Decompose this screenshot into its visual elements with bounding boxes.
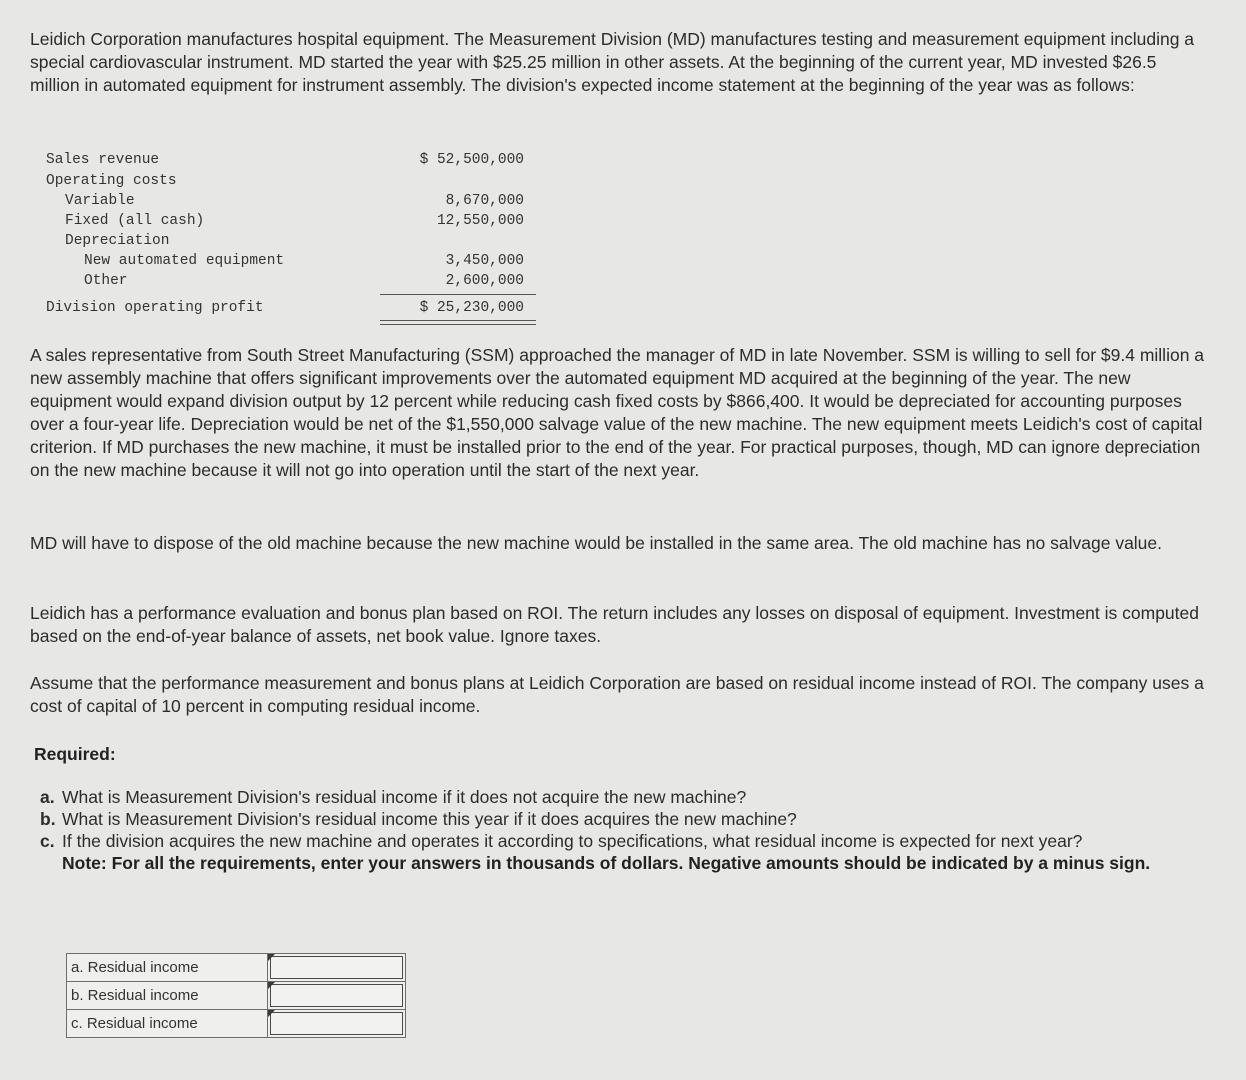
requirement-a-letter: a. <box>40 787 55 807</box>
answer-table <box>66 953 406 1038</box>
requirement-b-text: What is Measurement Division's residual income this year if it does acquires the new machine? <box>62 809 797 829</box>
cell-marker-icon <box>268 982 275 989</box>
answer-input-b[interactable] <box>270 984 403 1007</box>
answer-input-c[interactable] <box>270 1012 403 1035</box>
cell-marker-icon <box>268 1010 275 1017</box>
required-heading: Required: <box>34 744 116 764</box>
intro-paragraph: Leidich Corporation manufactures hospital equipment. The Measurement Division (MD) manufactures testing and measurement equipment including a special cardiovascular instrument. MD started the year with $25.25 million in other assets. At the beginning of the current year, MD invested $26.5 million in automated equipment for instrument assembly. The division's expected income statement at the beginning of the year was as follows: <box>30 29 1195 95</box>
answer-row-b <box>67 982 406 1010</box>
answer-row-c <box>67 1010 406 1038</box>
amount-new-equipment: 3,450,000 <box>445 253 524 269</box>
roi-paragraph: Leidich has a performance evaluation and bonus plan based on ROI. The return includes any losses on disposal of equipment. Investment is computed based on the end-of-year balance of assets, net book value. Ignore taxes. <box>30 603 1199 646</box>
amount-operating-profit: $ 25,230,000 <box>419 300 524 316</box>
row-other <box>46 273 546 292</box>
amount-other: 2,600,000 <box>445 273 524 289</box>
row-operating-profit <box>46 300 546 319</box>
requirement-a <box>40 786 1210 808</box>
answer-label-c: c. Residual income <box>67 1010 268 1038</box>
requirement-b-letter: b. <box>40 809 56 829</box>
cell-marker-icon <box>268 954 275 961</box>
row-fixed <box>46 213 546 232</box>
amount-variable: 8,670,000 <box>445 193 524 209</box>
row-depreciation <box>46 233 546 252</box>
row-sales-revenue <box>46 152 546 171</box>
label-operating-costs: Operating costs <box>46 173 177 189</box>
requirements-list <box>40 786 1210 874</box>
requirement-c <box>40 830 1210 852</box>
requirement-note <box>40 852 1210 874</box>
label-depreciation: Depreciation <box>65 233 170 249</box>
row-new-equipment <box>46 253 546 272</box>
amount-fixed: 12,550,000 <box>436 213 524 229</box>
requirement-a-text: What is Measurement Division's residual income if it does not acquire the new machine? <box>62 787 747 807</box>
ssm-paragraph: A sales representative from South Street Manufacturing (SSM) approached the manager of MD in late November. SSM is willing to sell for $9.4 million a new assembly machine that offers significant improvements over the automated equipment MD acquired at the beginning of the year. The new equipment would expand division output by 12 percent while reducing cash fixed costs by $866,400. It would be depreciated for accounting purposes over a four-year life. Depreciation would be net of the $1,550,000 salvage value of the new machine. The new equipment meets Leidich's cost of capital criterion. If MD purchases the new machine, it must be installed prior to the end of the year. For practical purposes, though, MD can ignore depreciation on the new machine because it will not go into operation until the start of the next year. <box>30 345 1205 480</box>
answer-row-a <box>67 954 406 982</box>
answer-cell-a[interactable] <box>268 954 406 982</box>
label-fixed: Fixed (all cash) <box>65 213 205 229</box>
label-operating-profit: Division operating profit <box>46 300 264 316</box>
answer-label-a: a. Residual income <box>67 954 268 982</box>
answer-cell-c[interactable] <box>268 1010 406 1038</box>
label-sales-revenue: Sales revenue <box>46 152 160 168</box>
disposal-paragraph: MD will have to dispose of the old machine because the new machine would be installed in the same area. The old machine has no salvage value. <box>30 533 1163 553</box>
answer-label-b: b. Residual income <box>67 982 268 1010</box>
total-double-rule <box>380 320 536 325</box>
requirement-b <box>40 808 1210 830</box>
requirement-c-letter: c. <box>40 831 55 851</box>
amount-sales-revenue: $ 52,500,000 <box>419 152 524 168</box>
label-variable: Variable <box>65 193 135 209</box>
subtotal-rule <box>380 294 536 295</box>
label-new-equipment: New automated equipment <box>84 253 285 269</box>
answer-input-a[interactable] <box>270 956 403 979</box>
label-other: Other <box>84 273 128 289</box>
row-operating-costs <box>46 173 546 192</box>
residual-income-paragraph: Assume that the performance measurement and bonus plans at Leidich Corporation are based on residual income instead of ROI. The company uses a cost of capital of 10 percent in computing residual income. <box>30 673 1204 716</box>
requirement-c-text: If the division acquires the new machine and operates it according to specifications, what residual income is expected for next year? <box>62 831 1083 851</box>
row-variable <box>46 193 546 212</box>
note-text: Note: For all the requirements, enter your answers in thousands of dollars. Negative amounts should be indicated by a minus sign. <box>62 853 1151 873</box>
answer-cell-b[interactable] <box>268 982 406 1010</box>
